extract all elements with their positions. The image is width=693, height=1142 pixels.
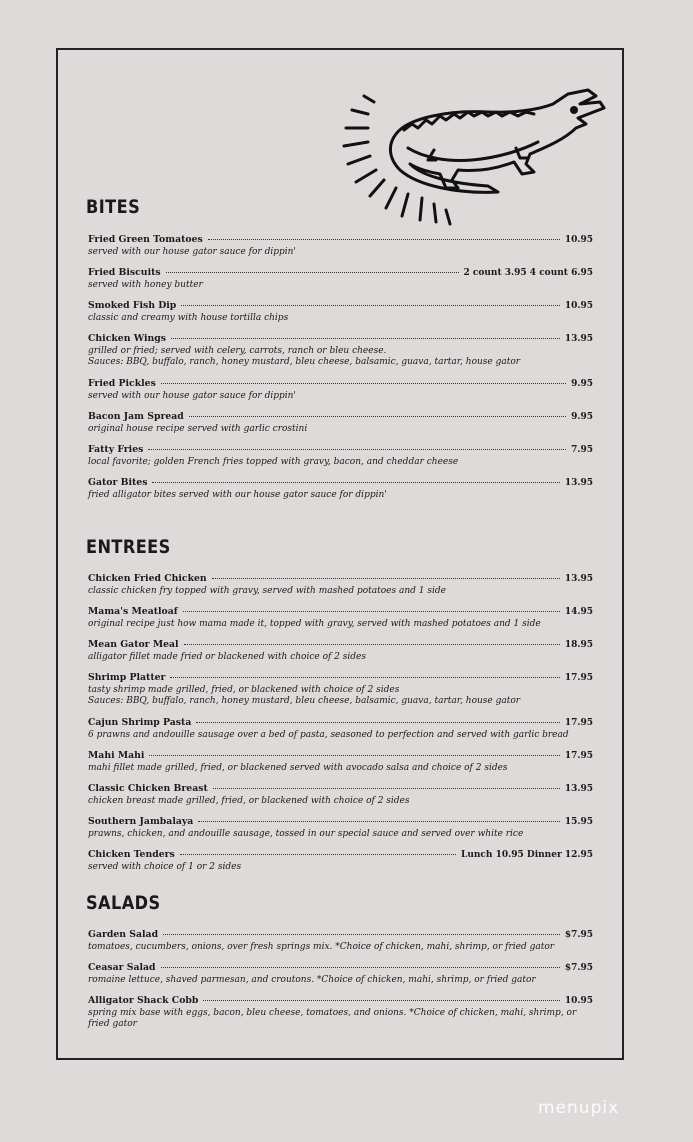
section-title-salads: SALADS [86, 892, 161, 914]
item-price: 9.95 [571, 412, 593, 422]
dot-leader [152, 482, 559, 483]
salads-list [88, 929, 593, 1040]
dot-leader [212, 578, 560, 579]
item-description: classic chicken fry topped with gravy, served with mashed potatoes and 1 side [88, 586, 446, 596]
item-price: Lunch 10.95 Dinner 12.95 [461, 850, 593, 860]
item-price: 13.95 [564, 574, 593, 584]
dot-leader [161, 967, 560, 968]
item-name: Mama's Meatloaf [88, 606, 178, 617]
menu-item [88, 378, 593, 411]
dot-leader [181, 305, 560, 306]
dot-leader [149, 755, 559, 756]
item-price: $7.95 [564, 930, 593, 940]
dot-leader [213, 788, 560, 789]
section-title-entrees: ENTREES [86, 536, 171, 558]
item-description: original house recipe served with garlic crostini [88, 424, 308, 434]
item-description: served with our house gator sauce for dippin' [88, 391, 296, 401]
item-name: Southern Jambalaya [88, 816, 194, 827]
item-price: 13.95 [564, 784, 593, 794]
dot-leader [189, 416, 566, 417]
dot-leader [170, 677, 559, 678]
item-price: $7.95 [564, 963, 593, 973]
item-name: Mahi Mahi [88, 750, 145, 761]
menu-item [88, 717, 593, 750]
item-name: Chicken Fried Chicken [88, 573, 207, 584]
item-name: Bacon Jam Spread [88, 411, 184, 422]
menu-item [88, 234, 593, 267]
item-name: Fried Biscuits [88, 267, 161, 278]
item-description: served with our house gator sauce for dippin' [88, 247, 296, 257]
item-description: fried gator [88, 1019, 137, 1029]
item-description: grilled or fried; served with celery, carrots, ranch or bleu cheese. [88, 346, 387, 356]
item-name: Mean Gator Meal [88, 639, 179, 650]
item-price: 10.95 [564, 235, 593, 245]
menu-item [88, 606, 593, 639]
item-description: spring mix base with eggs, bacon, bleu cheese, tomatoes, and onions. *Choice of chicken, mahi, shrimp, or [88, 1008, 577, 1018]
dot-leader [208, 239, 560, 240]
item-price: 18.95 [564, 640, 593, 650]
dot-leader [166, 272, 459, 273]
dot-leader [198, 821, 560, 822]
item-price: 17.95 [564, 673, 593, 683]
item-description: alligator fillet made fried or blackened with choice of 2 sides [88, 652, 366, 662]
item-description: tasty shrimp made grilled, fried, or blackened with choice of 2 sides [88, 685, 400, 695]
dot-leader [161, 383, 566, 384]
dot-leader [183, 611, 560, 612]
item-price: 13.95 [564, 478, 593, 488]
menu-item [88, 267, 593, 300]
item-price: 2 count 3.95 4 count 6.95 [463, 268, 593, 278]
menu-item [88, 573, 593, 606]
menu-item [88, 477, 593, 510]
item-name: Fried Pickles [88, 378, 156, 389]
item-description: prawns, chicken, and andouille sausage, tossed in our special sauce and served over white rice [88, 829, 524, 839]
item-description: fried alligator bites served with our house gator sauce for dippin' [88, 490, 387, 500]
menu-item [88, 783, 593, 816]
entrees-list [88, 573, 593, 882]
alligator-icon [338, 88, 608, 230]
section-title-bites: BITES [86, 196, 141, 218]
item-name: Classic Chicken Breast [88, 783, 208, 794]
item-name: Garden Salad [88, 929, 159, 940]
item-description: chicken breast made grilled, fried, or blackened with choice of 2 sides [88, 796, 410, 806]
menu-item [88, 300, 593, 333]
watermark-menupix: menupix [538, 1098, 620, 1118]
dot-leader [203, 1000, 559, 1001]
item-price: 10.95 [564, 996, 593, 1006]
item-name: Fried Green Tomatoes [88, 234, 203, 245]
item-price: 9.95 [571, 379, 593, 389]
dot-leader [184, 644, 560, 645]
item-description: Sauces: BBQ, buffalo, ranch, honey mustard, bleu cheese, balsamic, guava, tartar, house gator [88, 357, 521, 367]
item-price: 15.95 [564, 817, 593, 827]
item-name: Ceasar Salad [88, 962, 156, 973]
item-name: Chicken Wings [88, 333, 167, 344]
bites-list [88, 234, 593, 510]
dot-leader [180, 854, 456, 855]
menu-item [88, 333, 593, 378]
dot-leader [163, 934, 560, 935]
item-description: original recipe just how mama made it, topped with gravy, served with mashed potatoes and 1 side [88, 619, 541, 629]
item-description: served with choice of 1 or 2 sides [88, 862, 242, 872]
item-name: Chicken Tenders [88, 849, 175, 860]
menu-item [88, 411, 593, 444]
item-price: 10.95 [564, 301, 593, 311]
item-name: Cajun Shrimp Pasta [88, 717, 192, 728]
item-name: Shrimp Platter [88, 672, 166, 683]
item-description: served with honey butter [88, 280, 203, 290]
menu-item [88, 672, 593, 717]
item-description: tomatoes, cucumbers, onions, over fresh springs mix. *Choice of chicken, mahi, shrimp, or fried gator [88, 942, 555, 952]
menu-item [88, 995, 593, 1040]
dot-leader [148, 449, 566, 450]
dot-leader [171, 338, 560, 339]
item-description: Sauces: BBQ, buffalo, ranch, honey mustard, bleu cheese, balsamic, guava, tartar, house gator [88, 696, 521, 706]
menu-item [88, 639, 593, 672]
menu-item [88, 962, 593, 995]
menu-item [88, 849, 593, 882]
item-price: 17.95 [564, 718, 593, 728]
item-name: Fatty Fries [88, 444, 144, 455]
item-name: Gator Bites [88, 477, 148, 488]
menu-item [88, 816, 593, 849]
item-description: romaine lettuce, shaved parmesan, and croutons. *Choice of chicken, mahi, shrimp, or fried gator [88, 975, 536, 985]
item-price: 13.95 [564, 334, 593, 344]
item-price: 7.95 [571, 445, 593, 455]
item-price: 17.95 [564, 751, 593, 761]
item-price: 14.95 [564, 607, 593, 617]
menu-item [88, 750, 593, 783]
dot-leader [196, 722, 559, 723]
menu-item [88, 929, 593, 962]
item-description: 6 prawns and andouille sausage over a bed of pasta, seasoned to perfection and served with garlic bread [88, 730, 569, 740]
item-name: Smoked Fish Dip [88, 300, 177, 311]
item-description: mahi fillet made grilled, fried, or blackened served with avocado salsa and choice of 2 sides [88, 763, 508, 773]
item-description: classic and creamy with house tortilla chips [88, 313, 289, 323]
menu-item [88, 444, 593, 477]
item-description: local favorite; golden French fries topped with gravy, bacon, and cheddar cheese [88, 457, 459, 467]
item-name: Alligator Shack Cobb [88, 995, 199, 1006]
